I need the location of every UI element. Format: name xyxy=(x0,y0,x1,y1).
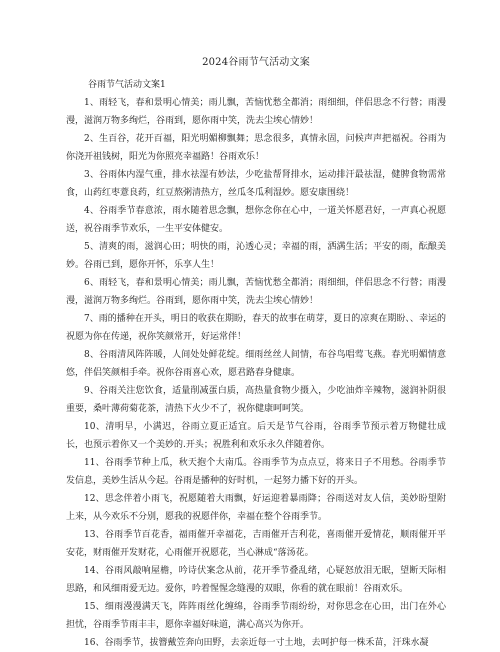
paragraph: 16、谷雨季节，拔簪戴笠奔向田野，去亲近每一寸土地，去呵护每一株禾苗，汗珠水凝 xyxy=(84,638,429,648)
paragraph: 14、谷雨风敲响屋檐，吟诗伏案念从前，花开季节叠乱绪，心疑怒放泪无眠，望断天际相思路，和风细雨爱无边。爱你，吟着惺惺念缝漫的双眼，你看的就在眼前！谷雨欢乐。 xyxy=(66,566,446,594)
paragraph: 11、谷雨季节种上瓜，秋天抱个大南瓜。谷雨季节为点点豆，将来日子不用愁。谷雨季节发信息，美妙生活从今起。谷雨是播种的好时机，一起努力播下好的开头。 xyxy=(66,458,446,486)
paragraph: 5、清爽的雨，滋润心田；明快的雨，沁透心灵；幸福的雨，洒满生活；平安的雨，酝酿美妙。谷雨已到，愿你开怀，乐享人生！ xyxy=(66,242,446,270)
paragraph: 12、思念伴着小雨飞，祝愿随着大雨飘，好运迎着暴雨降；谷雨送对友人信，美妙盼望附上来，从今欢乐不分别，愿我的祝愿伴你，幸福在整个谷雨季节。 xyxy=(66,494,446,522)
paragraph: 6、雨轻飞，春和景明心情美；雨儿飘，苦恼忧愁全都消；雨细细，伴侣思念不行替；雨漫漫，滋润万物多绚烂。谷雨到，愿你雨中笑，洗去尘埃心情妙！ xyxy=(66,278,446,306)
paragraph-list xyxy=(66,94,446,652)
document-title: 2024谷雨节气活动文案 xyxy=(202,57,310,68)
paragraph: 10、清明早，小满迟，谷雨立夏正适宜。后天是节气谷雨，谷雨季节预示着万物健壮成长，也预示着你又一个美妙的.开头；祝胜利和欢乐永久伴随着你。 xyxy=(66,422,446,450)
paragraph: 15、细雨漫漫满天飞，阵阵雨丝化缠绵，谷雨季节雨纷纷，对你思念在心田，出门在外心担忧，谷雨季节雨丰丰，愿你幸福好味道，满心高兴为你开。 xyxy=(66,602,446,630)
paragraph: 4、谷雨季节春意浓，雨水随着思念飘，想你念你在心中，一道关怀愿君好，一声真心祝愿送，祝谷雨季节欢乐，一生平安体健安。 xyxy=(66,206,446,234)
paragraph: 13、谷雨季节百花香，福雨催开幸福花，吉雨催开吉利花，喜雨催开爱情花，顺雨催开平安花，财雨催开发财花，心雨催开祝愿花，当心淋成“落汤花。 xyxy=(66,530,446,558)
paragraph: 1、雨轻飞，春和景明心情美；雨儿飘，苦恼忧愁全都消；雨细细，伴侣思念不行替；雨漫漫，滋润万物多绚烂，谷雨到，愿你雨中笑，洗去尘埃心情妙！ xyxy=(66,98,446,126)
paragraph: 3、谷雨体内湿气重，排水祛湿有妙法，少吃盐帮肾排水，运动排汗最祛湿，健脾食物需常食，山药红枣薏良药，红豆熬粥清热方，丝瓜冬瓜利湿妙。愿安康围绕！ xyxy=(66,170,446,198)
paragraph: 7、雨的播种在开头，明日的收获在期盼，春天的故事在萌芽，夏日的凉爽在期盼、、幸运的祝愿为你在传递，祝你笑颜常开，好运常伴！ xyxy=(66,314,446,342)
section-heading: 谷雨节气活动文案1 xyxy=(88,80,166,90)
paragraph: 2、生百谷，花开百福，阳光明媚柳飘舞；思念很多，真情永固，问候声声把福祝。谷雨为你浇开祖钱树，阳光为你照亮幸福路！谷雨欢乐！ xyxy=(66,134,446,162)
paragraph: 8、谷雨清风阵阵暖，人间处处鲜花绽。细雨丝丝人间情，布谷鸟唱莺飞燕。春光明媚情意悠，伴侣笑颜相手牵。祝你谷雨喜心欢，愿君路春身健康。 xyxy=(66,350,446,378)
paragraph: 9、谷雨关注您饮食，适量削减蛋白质，高热量食物少摄入，少吃油炸辛辣物，滋润补阴很重要，桑叶薄荷菊花茶，清热下火少不了，祝你健康呵呵笑。 xyxy=(66,386,446,414)
